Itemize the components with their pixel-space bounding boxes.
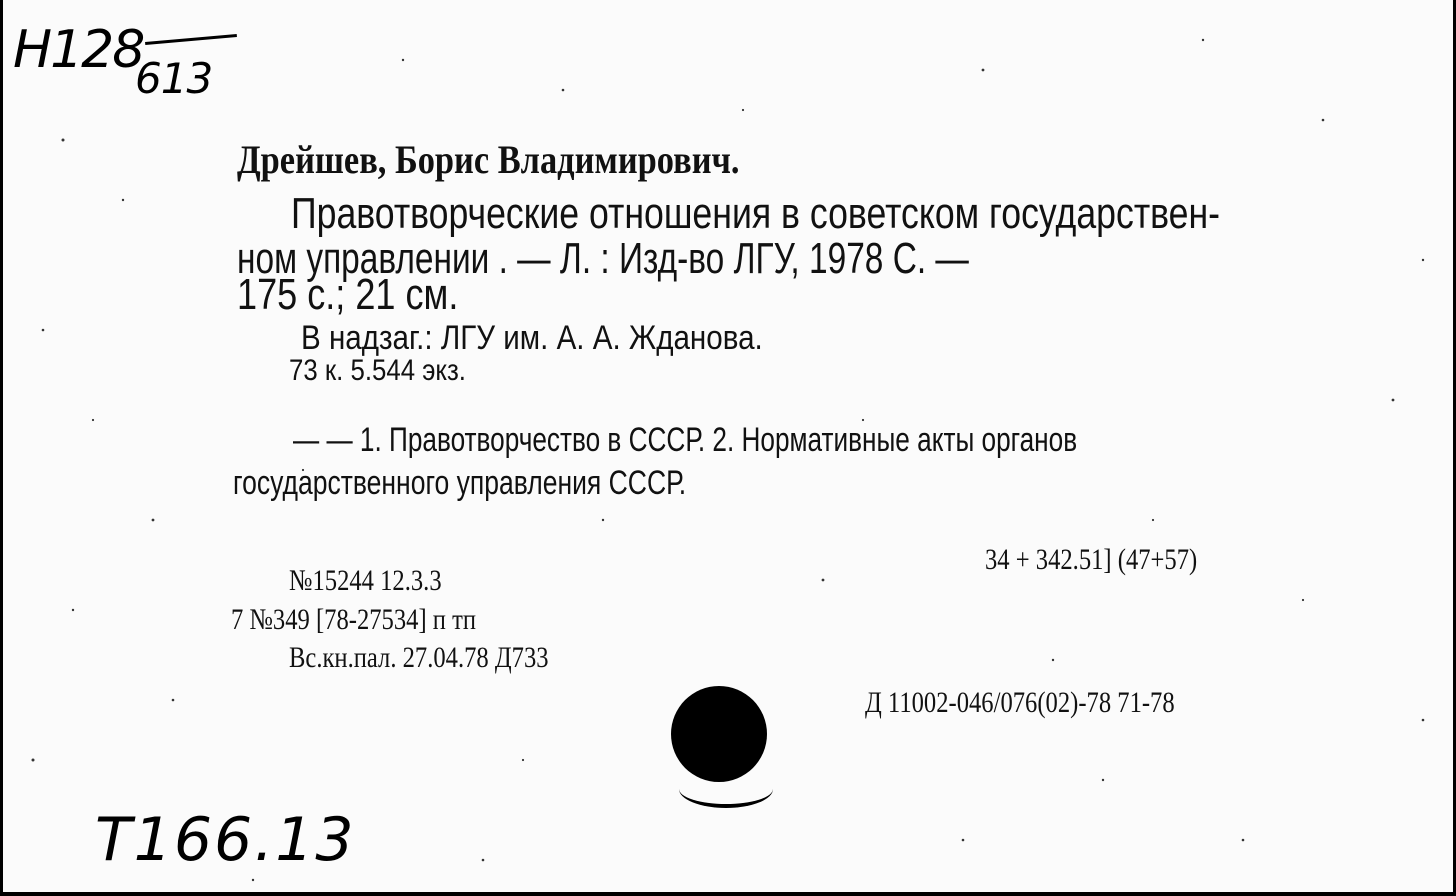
chamber-date: Вс.кн.пал. 27.04.78 Д733 <box>289 641 549 674</box>
handwritten-shelf-mark: Н128 <box>13 20 144 80</box>
chamber-number: 7 №349 [78-27534] п тп <box>231 603 477 636</box>
title-line-2: ном управлении . — Л. : Изд-во ЛГУ, 1978 С. — <box>237 234 969 283</box>
publisher-code: Д 11002-046/076(02)-78 71-78 <box>865 686 1175 719</box>
handwritten-shelf-fraction: 613 <box>135 54 213 103</box>
handwritten-inventory-number: Т166.13 <box>95 805 356 875</box>
note-line-2: 73 к. 5.544 экз. <box>289 354 466 387</box>
subjects-line-1: — — 1. Правотворчество в СССР. 2. Нормативные акты органов <box>293 421 1078 459</box>
punch-hole-shadow <box>679 770 773 808</box>
author-heading: Дрейшев, Борис Владимирович. <box>237 137 740 182</box>
subjects-line-2: государственного управления СССР. <box>233 464 687 502</box>
record-number: №15244 12.3.3 <box>289 564 442 597</box>
punch-hole <box>671 686 767 782</box>
note-line-1: В надзаг.: ЛГУ им. А. А. Жданова. <box>301 319 763 357</box>
classification-code: 34 + 342.51] (47+57) <box>985 543 1198 576</box>
title-line-3: 175 с.; 21 см. <box>237 270 459 319</box>
title-line-1: Правотворческие отношения в советском государствен- <box>291 189 1221 238</box>
